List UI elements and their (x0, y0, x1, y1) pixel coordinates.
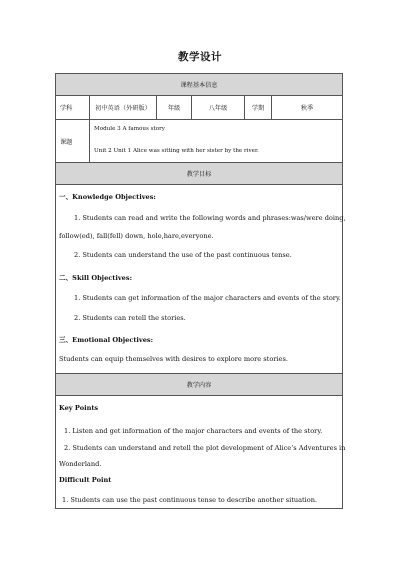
term-label: 学期 (245, 96, 272, 120)
emotional-item-1: Students can equip themselves with desires to explore more stories. (59, 355, 288, 363)
topic-line-1: Module 3 A famous story (94, 126, 165, 133)
grade-value: 八年级 (192, 96, 245, 120)
knowledge-heading: 一、Knowledge Objectives: (59, 193, 156, 201)
knowledge-item-1b: follow(ed), fall(fell) down, hole,hare,everyone. (59, 232, 214, 240)
content-section (56, 396, 346, 509)
content-header: 教学内容 (56, 374, 343, 396)
key-point-2b: Wonderland. (59, 460, 102, 468)
key-point-2a: 2. Students can understand and retell the plot development of Alice’s Adventures in (64, 444, 346, 452)
lesson-plan-table (55, 73, 346, 509)
skill-heading: 二、Skill Objectives: (59, 274, 133, 282)
key-point-1: 1. Listen and get information of the major characters and events of the story. (64, 427, 323, 435)
topic-line-2: Unit 2 Unit 1 Alice was sitting with her sister by the river. (94, 148, 259, 154)
grade-label: 年级 (157, 96, 192, 120)
term-value: 秋季 (272, 96, 343, 120)
emotional-heading: 三、Emotional Objectives: (59, 336, 154, 344)
skill-item-2: 2. Students can retell the stories. (74, 314, 186, 322)
subject-value: 初中英语（外研版） (90, 96, 157, 120)
key-points-heading: Key Points (59, 404, 99, 412)
objectives-section (56, 185, 346, 374)
subject-label: 学科 (56, 96, 90, 120)
topic-value (90, 120, 343, 163)
basic-info-header: 课程基本信息 (56, 74, 343, 96)
topic-label: 课题 (56, 120, 90, 163)
page-title: 教学设计 (178, 51, 222, 63)
knowledge-item-2: 2. Students can understand the use of the past continuous tense. (74, 251, 292, 259)
knowledge-item-1a: 1. Students can read and write the following words and phrases:was/were doing, (74, 214, 346, 222)
skill-item-1: 1. Students can get information of the major characters and events of the story. (74, 294, 341, 302)
difficult-point-1: 1. Students can use the past continuous tense to describe another situation. (62, 496, 318, 504)
objectives-header: 教学目标 (56, 163, 343, 185)
difficult-point-heading: Difficult Point (59, 476, 112, 484)
